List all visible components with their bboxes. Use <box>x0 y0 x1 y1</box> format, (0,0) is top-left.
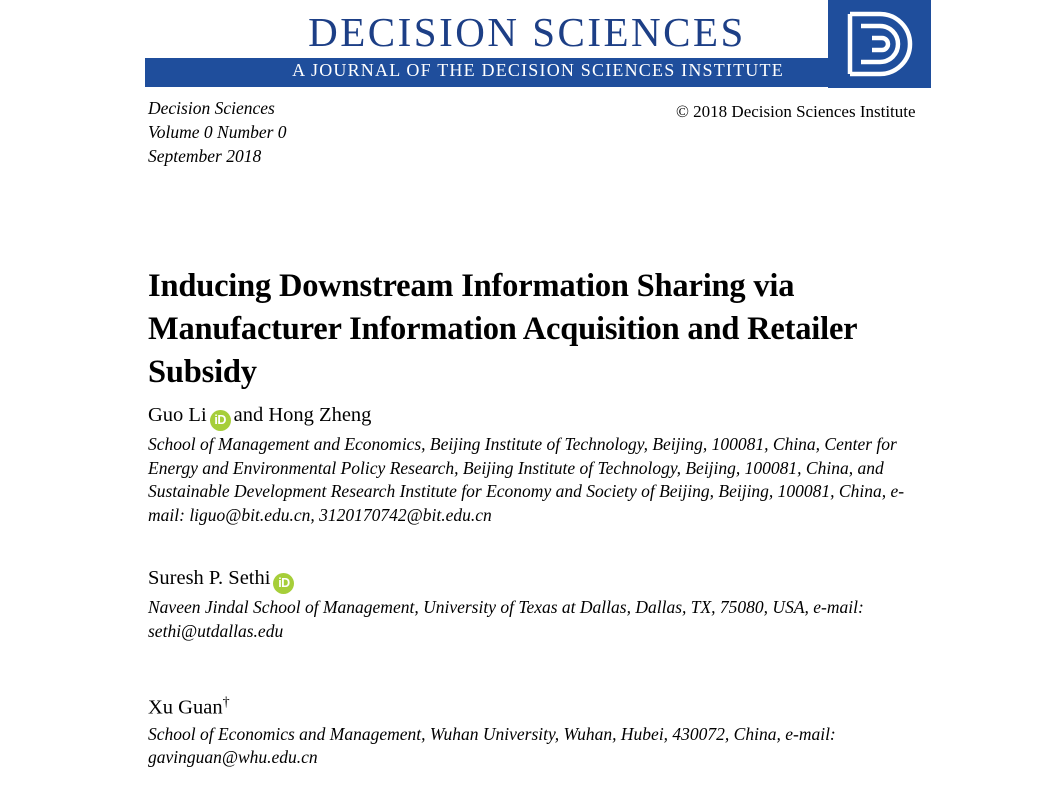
author-name-hong-zheng: and Hong Zheng <box>233 404 372 426</box>
author-name-xu-guan: Xu Guan <box>148 696 223 719</box>
orcid-icon[interactable]: iD <box>273 573 294 594</box>
author-affiliation-1: School of Management and Economics, Beijing Institute of Technology, Beijing, 100081, China, Center for Energy and Environmental Policy Research, Beijing Institute of Technology, Beijing, 100081, China, and Sustainable Development Research Institute for Economy and Society of Beijing, Beijing, 100081, China, e-mail: liguo@bit.edu.cn, 3120170742@bit.edu.cn <box>148 434 905 525</box>
issue-journal-name: Decision Sciences <box>148 98 275 118</box>
author-name-guo-li: Guo Li <box>148 404 207 426</box>
issue-date: September 2018 <box>148 146 262 166</box>
journal-masthead <box>0 0 1054 88</box>
author-names-1 <box>148 402 948 431</box>
author-block-1 <box>148 402 948 527</box>
orcid-icon[interactable]: iD <box>210 410 231 431</box>
author-names-2 <box>148 565 948 594</box>
author-name-suresh-sethi: Suresh P. Sethi <box>148 567 271 589</box>
decision-sciences-logo-icon <box>828 0 931 88</box>
corresponding-author-marker: † <box>222 695 230 710</box>
copyright-notice: © 2018 Decision Sciences Institute <box>676 102 916 121</box>
article-title: Inducing Downstream Information Sharing via Manufacturer Information Acquisition and Retailer Subsidy <box>148 267 857 390</box>
author-block-2 <box>148 565 948 643</box>
author-affiliation-2: Naveen Jindal School of Management, University of Texas at Dallas, Dallas, TX, 75080, USA, e-mail: sethi@utdallas.edu <box>148 597 864 641</box>
issue-volume: Volume 0 Number 0 <box>148 122 287 142</box>
author-affiliation-3: School of Economics and Management, Wuhan University, Wuhan, Hubei, 430072, China, e-mail: gavinguan@whu.edu.cn <box>148 723 836 768</box>
journal-title: DECISION SCIENCES <box>308 9 746 55</box>
issue-info <box>148 96 287 168</box>
author-block-3 <box>148 690 948 770</box>
journal-subtitle: A JOURNAL OF THE DECISION SCIENCES INSTITUTE <box>292 60 784 80</box>
author-names-3 <box>148 690 948 721</box>
